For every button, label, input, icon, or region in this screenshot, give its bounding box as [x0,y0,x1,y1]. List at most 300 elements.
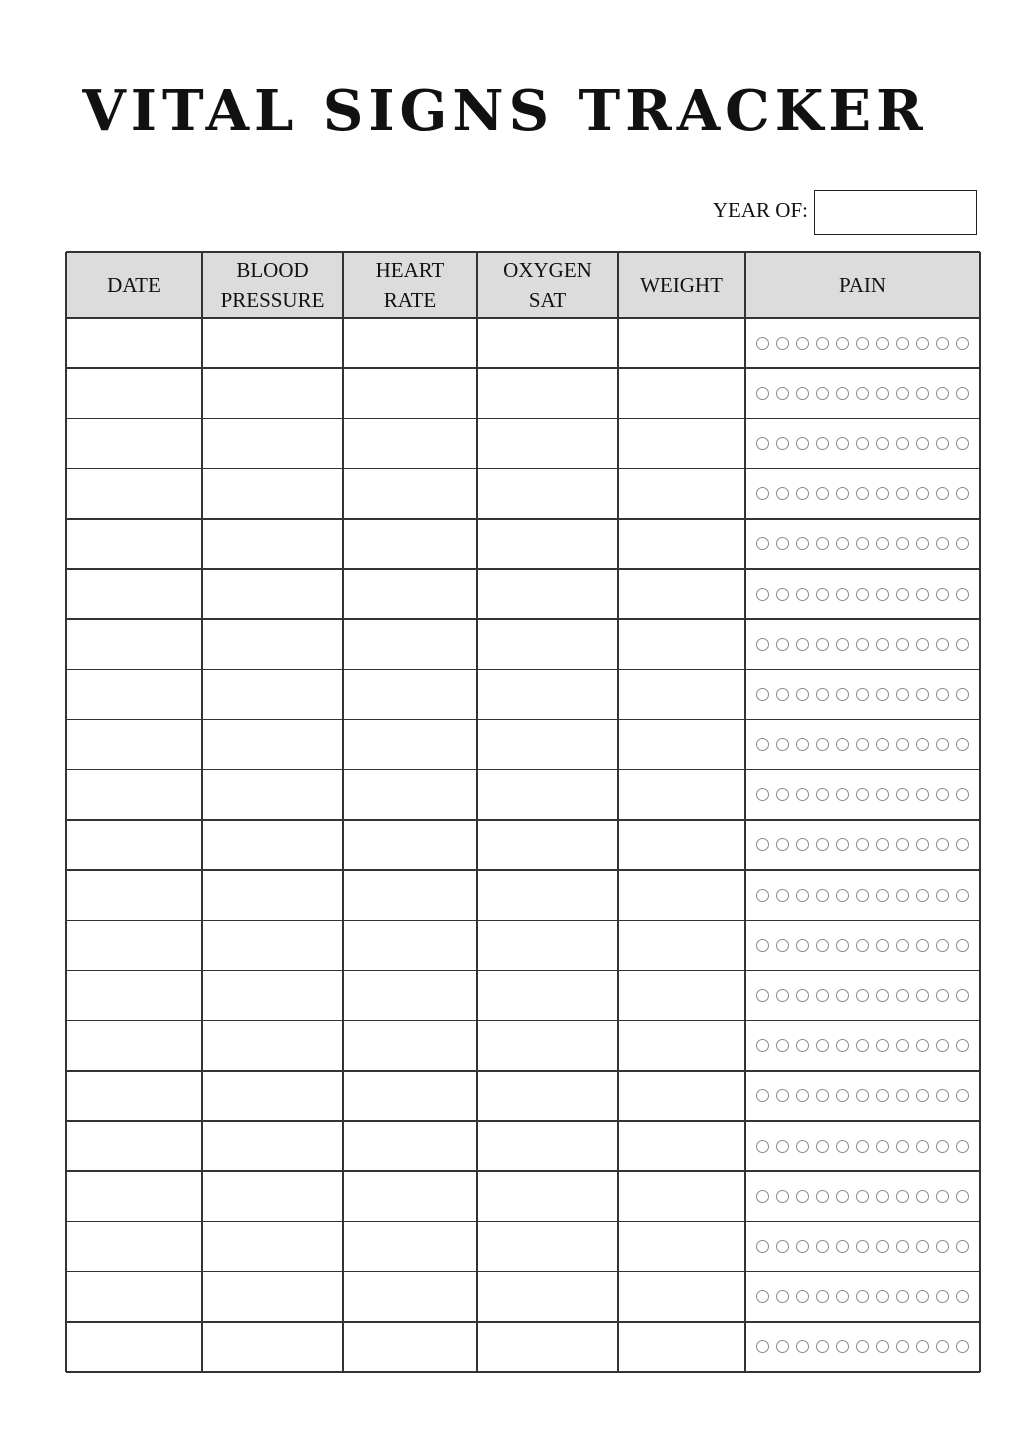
pain-circle[interactable] [756,1340,769,1353]
weight-cell[interactable] [618,920,745,970]
pain-circle[interactable] [916,337,929,350]
pain-circle[interactable] [896,1240,909,1253]
pain-circle[interactable] [856,1089,869,1102]
date-cell[interactable] [66,1071,202,1121]
weight-cell[interactable] [618,870,745,920]
blood-pressure-cell[interactable] [202,970,343,1020]
pain-circle[interactable] [776,387,789,400]
weight-cell[interactable] [618,569,745,619]
pain-circle[interactable] [896,1089,909,1102]
blood-pressure-cell[interactable] [202,1272,343,1322]
weight-cell[interactable] [618,1071,745,1121]
pain-circle[interactable] [876,588,889,601]
pain-circle[interactable] [856,337,869,350]
pain-circle[interactable] [916,1240,929,1253]
blood-pressure-cell[interactable] [202,1021,343,1071]
date-cell[interactable] [66,820,202,870]
pain-circle[interactable] [856,989,869,1002]
oxygen-sat-cell[interactable] [477,418,618,468]
pain-circle[interactable] [856,738,869,751]
pain-circle[interactable] [816,588,829,601]
pain-circle[interactable] [956,1190,969,1203]
pain-circle[interactable] [856,1190,869,1203]
pain-circle[interactable] [836,738,849,751]
blood-pressure-cell[interactable] [202,1171,343,1221]
pain-circle[interactable] [816,638,829,651]
heart-rate-cell[interactable] [343,1171,477,1221]
weight-cell[interactable] [618,519,745,569]
pain-circle[interactable] [876,1140,889,1153]
pain-circle[interactable] [836,1039,849,1052]
pain-circle[interactable] [916,387,929,400]
pain-circle[interactable] [936,437,949,450]
pain-circle[interactable] [756,1039,769,1052]
pain-circle[interactable] [796,738,809,751]
pain-circle[interactable] [936,1039,949,1052]
date-cell[interactable] [66,1221,202,1271]
pain-circle[interactable] [816,537,829,550]
blood-pressure-cell[interactable] [202,469,343,519]
pain-circle[interactable] [776,1340,789,1353]
pain-circle[interactable] [856,1290,869,1303]
pain-circle[interactable] [756,1089,769,1102]
heart-rate-cell[interactable] [343,669,477,719]
pain-circle[interactable] [876,1190,889,1203]
pain-circle[interactable] [756,939,769,952]
weight-cell[interactable] [618,318,745,368]
pain-circle[interactable] [836,939,849,952]
pain-circle[interactable] [896,337,909,350]
pain-circle[interactable] [956,1089,969,1102]
oxygen-sat-cell[interactable] [477,619,618,669]
pain-circle[interactable] [796,989,809,1002]
pain-circle[interactable] [836,1190,849,1203]
pain-circle[interactable] [916,1290,929,1303]
oxygen-sat-cell[interactable] [477,1121,618,1171]
oxygen-sat-cell[interactable] [477,569,618,619]
pain-circle[interactable] [936,939,949,952]
pain-circle[interactable] [956,588,969,601]
blood-pressure-cell[interactable] [202,1322,343,1372]
pain-circle[interactable] [856,437,869,450]
pain-circle[interactable] [816,1039,829,1052]
pain-circle[interactable] [856,387,869,400]
pain-circle[interactable] [856,1140,869,1153]
pain-circle[interactable] [796,838,809,851]
weight-cell[interactable] [618,1121,745,1171]
pain-circle[interactable] [956,889,969,902]
oxygen-sat-cell[interactable] [477,770,618,820]
pain-circle[interactable] [796,1240,809,1253]
pain-circle[interactable] [896,1039,909,1052]
pain-circle[interactable] [956,688,969,701]
pain-circle[interactable] [956,537,969,550]
pain-circle[interactable] [956,387,969,400]
pain-circle[interactable] [836,989,849,1002]
pain-circle[interactable] [936,989,949,1002]
pain-circle[interactable] [756,838,769,851]
oxygen-sat-cell[interactable] [477,820,618,870]
pain-circle[interactable] [936,1240,949,1253]
pain-circle[interactable] [796,788,809,801]
heart-rate-cell[interactable] [343,519,477,569]
pain-circle[interactable] [816,838,829,851]
pain-circle[interactable] [956,638,969,651]
pain-circle[interactable] [756,537,769,550]
pain-circle[interactable] [876,487,889,500]
pain-circle[interactable] [856,487,869,500]
pain-circle[interactable] [916,1039,929,1052]
pain-circle[interactable] [776,939,789,952]
pain-circle[interactable] [836,1140,849,1153]
heart-rate-cell[interactable] [343,1021,477,1071]
pain-circle[interactable] [916,437,929,450]
heart-rate-cell[interactable] [343,469,477,519]
heart-rate-cell[interactable] [343,1272,477,1322]
pain-circle[interactable] [916,638,929,651]
pain-circle[interactable] [876,738,889,751]
pain-circle[interactable] [876,838,889,851]
pain-circle[interactable] [936,588,949,601]
oxygen-sat-cell[interactable] [477,720,618,770]
pain-circle[interactable] [816,1190,829,1203]
pain-circle[interactable] [796,638,809,651]
pain-circle[interactable] [836,387,849,400]
pain-circle[interactable] [776,1290,789,1303]
pain-circle[interactable] [776,838,789,851]
pain-circle[interactable] [776,337,789,350]
weight-cell[interactable] [618,669,745,719]
pain-circle[interactable] [856,688,869,701]
pain-circle[interactable] [756,437,769,450]
pain-circle[interactable] [756,387,769,400]
pain-circle[interactable] [836,1290,849,1303]
oxygen-sat-cell[interactable] [477,1322,618,1372]
pain-circle[interactable] [936,387,949,400]
pain-circle[interactable] [876,537,889,550]
pain-circle[interactable] [896,588,909,601]
pain-circle[interactable] [936,889,949,902]
pain-circle[interactable] [776,588,789,601]
pain-circle[interactable] [756,588,769,601]
pain-circle[interactable] [796,487,809,500]
date-cell[interactable] [66,1021,202,1071]
heart-rate-cell[interactable] [343,920,477,970]
pain-circle[interactable] [916,487,929,500]
pain-circle[interactable] [756,487,769,500]
pain-circle[interactable] [836,889,849,902]
pain-circle[interactable] [816,1340,829,1353]
pain-circle[interactable] [896,537,909,550]
pain-circle[interactable] [856,1240,869,1253]
oxygen-sat-cell[interactable] [477,870,618,920]
pain-circle[interactable] [796,588,809,601]
pain-circle[interactable] [876,1290,889,1303]
blood-pressure-cell[interactable] [202,1121,343,1171]
pain-circle[interactable] [796,889,809,902]
pain-circle[interactable] [756,738,769,751]
blood-pressure-cell[interactable] [202,519,343,569]
blood-pressure-cell[interactable] [202,569,343,619]
pain-circle[interactable] [896,1140,909,1153]
pain-circle[interactable] [896,838,909,851]
pain-circle[interactable] [816,889,829,902]
pain-circle[interactable] [956,1290,969,1303]
pain-circle[interactable] [956,1340,969,1353]
pain-circle[interactable] [876,989,889,1002]
pain-circle[interactable] [756,788,769,801]
date-cell[interactable] [66,1121,202,1171]
pain-circle[interactable] [876,638,889,651]
weight-cell[interactable] [618,1021,745,1071]
date-cell[interactable] [66,519,202,569]
pain-circle[interactable] [936,838,949,851]
heart-rate-cell[interactable] [343,1071,477,1121]
pain-circle[interactable] [956,738,969,751]
pain-circle[interactable] [756,337,769,350]
pain-circle[interactable] [756,1190,769,1203]
pain-circle[interactable] [936,738,949,751]
pain-circle[interactable] [896,738,909,751]
weight-cell[interactable] [618,770,745,820]
pain-circle[interactable] [916,588,929,601]
heart-rate-cell[interactable] [343,970,477,1020]
pain-circle[interactable] [756,638,769,651]
pain-circle[interactable] [916,889,929,902]
pain-circle[interactable] [896,638,909,651]
pain-circle[interactable] [796,337,809,350]
pain-circle[interactable] [956,939,969,952]
pain-circle[interactable] [756,1290,769,1303]
pain-circle[interactable] [796,939,809,952]
pain-circle[interactable] [776,688,789,701]
pain-circle[interactable] [816,1140,829,1153]
pain-circle[interactable] [956,838,969,851]
pain-circle[interactable] [916,1140,929,1153]
oxygen-sat-cell[interactable] [477,920,618,970]
pain-circle[interactable] [856,638,869,651]
date-cell[interactable] [66,970,202,1020]
heart-rate-cell[interactable] [343,770,477,820]
pain-circle[interactable] [956,788,969,801]
pain-circle[interactable] [816,788,829,801]
pain-circle[interactable] [936,1190,949,1203]
pain-circle[interactable] [956,437,969,450]
pain-circle[interactable] [876,1340,889,1353]
weight-cell[interactable] [618,368,745,418]
pain-circle[interactable] [876,939,889,952]
pain-circle[interactable] [836,638,849,651]
pain-circle[interactable] [956,989,969,1002]
date-cell[interactable] [66,418,202,468]
weight-cell[interactable] [618,720,745,770]
pain-circle[interactable] [836,437,849,450]
pain-circle[interactable] [836,788,849,801]
pain-circle[interactable] [776,788,789,801]
pain-circle[interactable] [876,437,889,450]
heart-rate-cell[interactable] [343,569,477,619]
oxygen-sat-cell[interactable] [477,1021,618,1071]
pain-circle[interactable] [856,939,869,952]
pain-circle[interactable] [956,487,969,500]
pain-circle[interactable] [816,1089,829,1102]
pain-circle[interactable] [896,688,909,701]
pain-circle[interactable] [776,1140,789,1153]
pain-circle[interactable] [776,487,789,500]
pain-circle[interactable] [936,638,949,651]
pain-circle[interactable] [916,788,929,801]
pain-circle[interactable] [896,1190,909,1203]
pain-circle[interactable] [916,939,929,952]
pain-circle[interactable] [776,1089,789,1102]
pain-circle[interactable] [856,788,869,801]
pain-circle[interactable] [796,1089,809,1102]
weight-cell[interactable] [618,820,745,870]
pain-circle[interactable] [956,1140,969,1153]
pain-circle[interactable] [756,1140,769,1153]
pain-circle[interactable] [776,537,789,550]
pain-circle[interactable] [876,688,889,701]
pain-circle[interactable] [856,889,869,902]
pain-circle[interactable] [836,1240,849,1253]
pain-circle[interactable] [796,437,809,450]
heart-rate-cell[interactable] [343,720,477,770]
pain-circle[interactable] [796,1340,809,1353]
pain-circle[interactable] [776,437,789,450]
pain-circle[interactable] [836,1089,849,1102]
pain-circle[interactable] [896,387,909,400]
pain-circle[interactable] [836,1340,849,1353]
pain-circle[interactable] [876,387,889,400]
blood-pressure-cell[interactable] [202,920,343,970]
blood-pressure-cell[interactable] [202,669,343,719]
blood-pressure-cell[interactable] [202,770,343,820]
pain-circle[interactable] [796,1140,809,1153]
heart-rate-cell[interactable] [343,368,477,418]
pain-circle[interactable] [876,337,889,350]
pain-circle[interactable] [936,537,949,550]
blood-pressure-cell[interactable] [202,368,343,418]
pain-circle[interactable] [776,638,789,651]
pain-circle[interactable] [796,387,809,400]
oxygen-sat-cell[interactable] [477,318,618,368]
pain-circle[interactable] [896,939,909,952]
heart-rate-cell[interactable] [343,1121,477,1171]
pain-circle[interactable] [896,1340,909,1353]
oxygen-sat-cell[interactable] [477,469,618,519]
pain-circle[interactable] [756,989,769,1002]
pain-circle[interactable] [876,788,889,801]
pain-circle[interactable] [816,939,829,952]
oxygen-sat-cell[interactable] [477,368,618,418]
pain-circle[interactable] [956,337,969,350]
pain-circle[interactable] [856,1340,869,1353]
oxygen-sat-cell[interactable] [477,970,618,1020]
pain-circle[interactable] [876,1039,889,1052]
pain-circle[interactable] [816,1240,829,1253]
date-cell[interactable] [66,368,202,418]
date-cell[interactable] [66,920,202,970]
pain-circle[interactable] [876,1089,889,1102]
heart-rate-cell[interactable] [343,619,477,669]
pain-circle[interactable] [936,1340,949,1353]
pain-circle[interactable] [756,688,769,701]
date-cell[interactable] [66,619,202,669]
blood-pressure-cell[interactable] [202,418,343,468]
oxygen-sat-cell[interactable] [477,1171,618,1221]
pain-circle[interactable] [816,688,829,701]
pain-circle[interactable] [896,487,909,500]
date-cell[interactable] [66,469,202,519]
pain-circle[interactable] [936,487,949,500]
pain-circle[interactable] [836,537,849,550]
pain-circle[interactable] [916,1190,929,1203]
weight-cell[interactable] [618,418,745,468]
pain-circle[interactable] [836,688,849,701]
pain-circle[interactable] [756,889,769,902]
weight-cell[interactable] [618,1272,745,1322]
pain-circle[interactable] [936,688,949,701]
pain-circle[interactable] [916,838,929,851]
blood-pressure-cell[interactable] [202,820,343,870]
blood-pressure-cell[interactable] [202,619,343,669]
pain-circle[interactable] [796,537,809,550]
oxygen-sat-cell[interactable] [477,1221,618,1271]
oxygen-sat-cell[interactable] [477,1272,618,1322]
heart-rate-cell[interactable] [343,1221,477,1271]
pain-circle[interactable] [896,989,909,1002]
pain-circle[interactable] [856,1039,869,1052]
pain-circle[interactable] [756,1240,769,1253]
pain-circle[interactable] [836,588,849,601]
pain-circle[interactable] [796,1190,809,1203]
pain-circle[interactable] [916,989,929,1002]
pain-circle[interactable] [856,588,869,601]
heart-rate-cell[interactable] [343,1322,477,1372]
pain-circle[interactable] [896,889,909,902]
pain-circle[interactable] [776,889,789,902]
pain-circle[interactable] [816,1290,829,1303]
pain-circle[interactable] [776,1039,789,1052]
pain-circle[interactable] [916,537,929,550]
pain-circle[interactable] [896,788,909,801]
weight-cell[interactable] [618,1221,745,1271]
pain-circle[interactable] [916,738,929,751]
date-cell[interactable] [66,1272,202,1322]
pain-circle[interactable] [796,1039,809,1052]
pain-circle[interactable] [816,989,829,1002]
pain-circle[interactable] [816,387,829,400]
pain-circle[interactable] [796,688,809,701]
weight-cell[interactable] [618,1171,745,1221]
date-cell[interactable] [66,770,202,820]
pain-circle[interactable] [816,337,829,350]
blood-pressure-cell[interactable] [202,870,343,920]
pain-circle[interactable] [796,1290,809,1303]
pain-circle[interactable] [896,437,909,450]
oxygen-sat-cell[interactable] [477,519,618,569]
blood-pressure-cell[interactable] [202,1221,343,1271]
pain-circle[interactable] [936,1140,949,1153]
heart-rate-cell[interactable] [343,318,477,368]
date-cell[interactable] [66,318,202,368]
heart-rate-cell[interactable] [343,820,477,870]
weight-cell[interactable] [618,619,745,669]
pain-circle[interactable] [956,1039,969,1052]
pain-circle[interactable] [776,1240,789,1253]
date-cell[interactable] [66,870,202,920]
pain-circle[interactable] [956,1240,969,1253]
